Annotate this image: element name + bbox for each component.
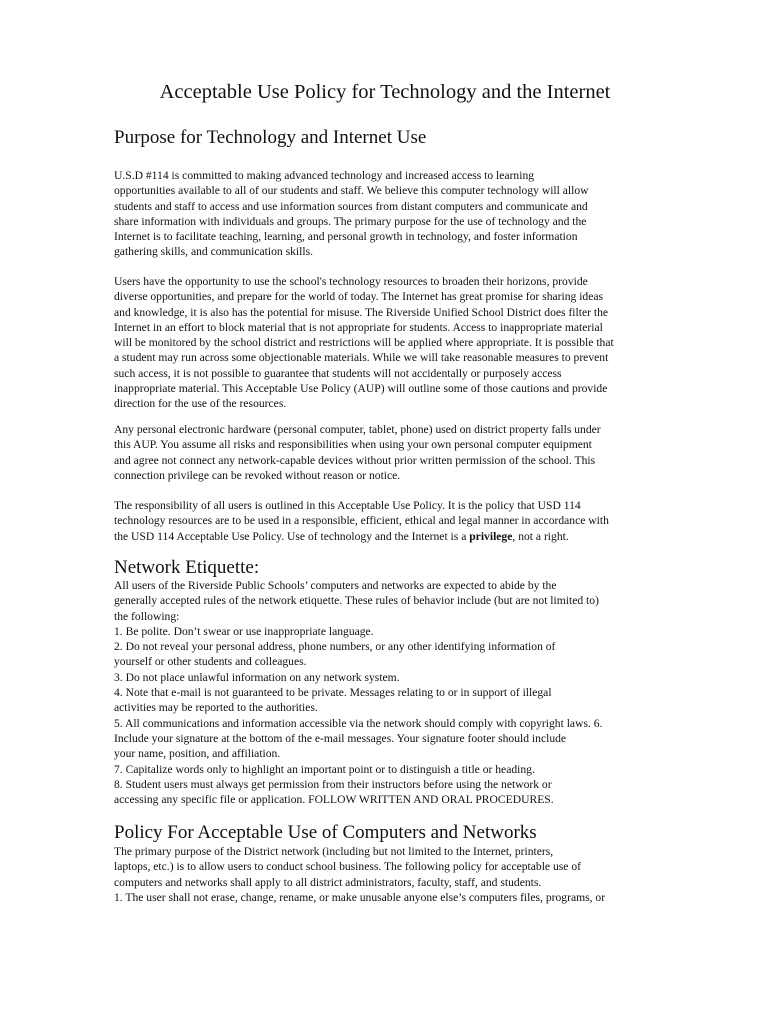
list-item: 7. Capitalize words only to highlight an important point or to distinguish a title or heading. <box>114 762 535 776</box>
etiquette-rules <box>114 578 659 807</box>
list-item-continuation: accessing any specific file or application. FOLLOW WRITTEN AND ORAL PROCEDURES. <box>114 793 554 807</box>
paragraph-line: such access, it is not possible to guarantee that students will not accidentally or purposely access <box>114 366 562 380</box>
paragraph-line: laptops, etc.) is to allow users to conduct school business. The following policy for acceptable use of <box>114 860 581 874</box>
paragraph-line: inappropriate material. This Acceptable Use Policy (AUP) will outline some of those cautions and provide <box>114 382 608 396</box>
paragraph-line: The responsibility of all users is outlined in this Acceptable Use Policy. It is the policy that USD 114 <box>114 499 581 512</box>
paragraph-line: gathering skills, and communication skills. <box>114 245 314 259</box>
paragraph-line: opportunities available to all of our students and staff. We believe this computer technology will allow <box>114 184 589 198</box>
paragraph-line: Any personal electronic hardware (personal computer, tablet, phone) used on district property falls under <box>114 423 601 436</box>
acceptable-use-text <box>114 844 659 905</box>
paragraph-line: share information with individuals and groups. The primary purpose for the use of technology and the <box>114 214 587 228</box>
paragraph-line: a student may run across some objectionable materials. While we will take reasonable measures to prevent <box>114 351 609 365</box>
paragraph-line: All users of the Riverside Public Schools’ computers and networks are expected to abide by the <box>114 579 557 592</box>
text-run: , not a right. <box>512 529 569 543</box>
paragraph-line: technology resources are to be used in a responsible, efficient, ethical and legal manner in accordance with <box>114 514 609 528</box>
list-item: 2. Do not reveal your personal address, phone numbers, or any other identifying information of <box>114 640 556 654</box>
paragraph-line: Internet is to facilitate teaching, learning, and personal growth in technology, and foster information <box>114 230 578 244</box>
list-item: 1. The user shall not erase, change, rename, or make unusable anyone else’s computers files, programs, or <box>114 890 606 904</box>
list-item-continuation: activities may be reported to the authorities. <box>114 701 318 715</box>
section-heading-purpose: Purpose for Technology and Internet Use <box>114 127 427 148</box>
paragraph-responsibility <box>114 498 659 544</box>
paragraph-line: generally accepted rules of the network etiquette. These rules of behavior include (but are not limited to) <box>114 594 599 608</box>
document-title: Acceptable Use Policy for Technology and the Internet <box>159 81 611 103</box>
list-item: 5. All communications and information accessible via the network should comply with copyright laws. 6. <box>114 716 603 730</box>
list-item: 3. Do not place unlawful information on any network system. <box>114 670 400 684</box>
paragraph-line: and knowledge, it is also has the potential for misuse. The Riverside Unified School District does filter the <box>114 305 609 319</box>
section-heading-network-etiquette: Network Etiquette: <box>114 557 260 578</box>
list-item: 4. Note that e-mail is not guaranteed to be private. Messages relating to or in support of illegal <box>114 686 552 700</box>
section-heading-acceptable-use: Policy For Acceptable Use of Computers and Networks <box>114 822 537 843</box>
emphasis-privilege: privilege <box>469 529 513 543</box>
list-item-continuation: Include your signature at the bottom of the e-mail messages. Your signature footer should include <box>114 731 567 745</box>
paragraph-line: direction for the use of the resources. <box>114 397 287 411</box>
paragraph-line: Users have the opportunity to use the school's technology resources to broaden their horizons, provide <box>114 275 588 288</box>
paragraph-line: diverse opportunities, and prepare for the world of today. The Internet has great promise for sharing ideas <box>114 290 604 304</box>
list-item-continuation: your name, position, and affiliation. <box>114 747 281 761</box>
paragraph-user-opportunity <box>114 274 659 412</box>
paragraph-line: will be monitored by the school district and restrictions will be applied where appropriate. It is possible that <box>114 336 614 350</box>
paragraph-personal-hardware <box>114 422 659 483</box>
list-item-continuation: yourself or other students and colleagues. <box>114 655 307 669</box>
paragraph-line: The primary purpose of the District network (including but not limited to the Internet, printers, <box>114 845 554 858</box>
paragraph-line: computers and networks shall apply to all district administrators, faculty, staff, and students. <box>114 875 542 889</box>
paragraph-line: the following: <box>114 609 180 623</box>
paragraph-purpose-intro <box>114 168 659 260</box>
list-item: 1. Be polite. Don’t swear or use inappropriate language. <box>114 624 374 638</box>
text-run: the USD 114 Acceptable Use Policy. Use of technology and the Internet is a <box>114 529 470 543</box>
paragraph-line-with-emphasis <box>114 529 659 544</box>
list-item: 8. Student users must always get permission from their instructors before using the network or <box>114 777 552 791</box>
paragraph-line: connection privilege can be revoked without reason or notice. <box>114 468 401 482</box>
paragraph-line: Internet in an effort to block material that is not appropriate for students. Access to inappropriate material <box>114 320 603 334</box>
paragraph-line: this AUP. You assume all risks and responsibilities when using your own personal computer equipment <box>114 438 592 452</box>
paragraph-line: students and staff to access and use information sources from distant computers and communicate and <box>114 199 588 213</box>
paragraph-line: and agree not connect any network-capable devices without prior written permission of the school. This <box>114 453 596 467</box>
paragraph-line: U.S.D #114 is committed to making advanced technology and increased access to learning <box>114 169 535 182</box>
